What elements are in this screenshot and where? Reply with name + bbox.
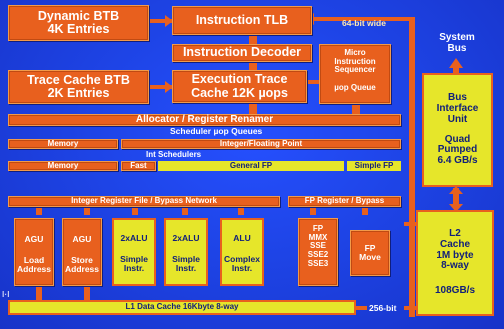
exec-trace-line2: Cache 12K µops [191, 85, 288, 100]
sixty-four-bit-label: 64-bit wide [342, 18, 386, 28]
l1-label: L1 Data Cache 16Kbyte 8-way [125, 302, 239, 312]
fp-mmx-line3: SSE [309, 241, 326, 251]
bus-interface-unit-box [422, 73, 493, 187]
trace-cache-btb-line1: Trace Cache BTB [27, 72, 130, 87]
lane-alu1 [132, 206, 138, 215]
alu2-line2: Instr. [175, 263, 197, 274]
int-fp-queue-bar [121, 139, 401, 149]
trace-cache-btb-line2: 2K Entries [47, 86, 110, 100]
execution-trace-cache-box [172, 70, 307, 103]
l2-line4: 8-way [441, 260, 469, 272]
system-bus-label [428, 30, 486, 58]
alu2-line1: Simple [172, 254, 200, 265]
alu-complex-unit [220, 218, 264, 286]
fp-regfile-label: FP Register / Bypass [304, 196, 385, 206]
agu2-to-l1 [84, 286, 90, 300]
microseq-line1: Micro [344, 48, 366, 57]
fast-scheduler-bar [121, 161, 156, 171]
uop-queue-small-label: µop Queue [334, 82, 376, 92]
biu-line2: Interface [436, 102, 479, 114]
alu1-line1: Simple [120, 254, 148, 265]
instruction-decoder-label: Instruction Decoder [182, 45, 302, 60]
system-bus-line2: Bus [447, 43, 467, 54]
fp-mmx-line4: SSE2 [307, 249, 329, 259]
int-fp-queue-label: Integer/Floating Point [219, 138, 303, 148]
alu3-line2: Instr. [231, 263, 253, 274]
biu-line3: Unit [447, 113, 468, 125]
biu-line1: Bus [448, 92, 467, 104]
agu2-line1: Store [71, 255, 93, 266]
dynamic-btb-box [8, 5, 149, 41]
lane-alu3 [238, 206, 244, 215]
lane-agu2 [84, 206, 90, 215]
alu1-line2: Instr. [123, 263, 145, 274]
general-fp-scheduler-bar [158, 161, 344, 171]
dynamic-btb-line1: Dynamic BTB [37, 8, 120, 23]
agu1-line2: Address [16, 264, 51, 275]
alu1-title: 2xALU [120, 233, 148, 243]
memory-scheduler-label: Memory [47, 160, 79, 170]
simple-fp-scheduler-bar [347, 161, 401, 171]
scheduler-queues-label: Scheduler µop Queues [170, 126, 263, 136]
logo-fragment: l·l [2, 289, 10, 299]
agu-store-address-unit [62, 218, 102, 286]
sixtyfour-right-vertical [409, 17, 415, 317]
alu3-line1: Complex [224, 254, 260, 265]
lane-fp1 [310, 206, 316, 215]
biu-line5: Pumped [437, 144, 478, 156]
lane-alu2 [182, 206, 188, 215]
dynamic-btb-line2: 4K Entries [47, 22, 110, 36]
fp-move-line2: Move [359, 252, 381, 262]
agu1-title: AGU [24, 234, 44, 244]
l2-cache-box [416, 210, 494, 316]
instruction-decoder-box [172, 44, 312, 62]
agu1-to-l1 [36, 286, 42, 300]
microcode-sequencer-box [319, 44, 391, 104]
agu2-title: AGU [72, 234, 92, 244]
l2-to-regfile-connector [404, 222, 416, 226]
l2-line1: L2 [449, 228, 461, 239]
fast-scheduler-label: Fast [130, 160, 147, 170]
l2-line2: Cache [439, 238, 470, 250]
lane-fp2 [362, 206, 368, 215]
int-schedulers-label: Int Schedulers [146, 150, 202, 159]
memory-scheduler-bar [8, 161, 118, 171]
fp-move-line1: FP [364, 242, 376, 253]
microseq-down-connector [352, 104, 360, 114]
general-fp-label: General FP [229, 160, 273, 170]
trace-cache-btb-box [8, 70, 149, 104]
l1-to-256-connector [355, 306, 367, 310]
fp-move-unit [350, 230, 390, 276]
biu-line6: 6.4 GB/s [437, 155, 478, 167]
tlb-down-connector [249, 34, 257, 44]
fp-mmx-line1: FP [312, 224, 324, 233]
instruction-tlb-label: Instruction TLB [195, 12, 289, 27]
system-bus-line1: System [439, 32, 475, 44]
alu3-title: ALU [233, 233, 251, 243]
fp-mmx-line2: MMX [308, 232, 328, 242]
simple-fp-label: Simple FP [354, 160, 394, 170]
alu2-title: 2xALU [172, 233, 200, 243]
integer-regfile-label: Integer Register File / Bypass Network [71, 196, 217, 206]
fp-register-file-bar [288, 196, 401, 207]
l2-line3: 1M byte [436, 249, 474, 261]
lane-agu1 [36, 206, 42, 215]
instruction-tlb-box [172, 6, 312, 35]
exec-trace-line1: Execution Trace [191, 72, 288, 86]
alu-simple-unit-2 [164, 218, 208, 286]
two-fifty-six-bit-label: 256-bit [369, 303, 397, 313]
alu-simple-unit-1 [112, 218, 156, 286]
biu-l2-arrowhead-up [449, 186, 463, 194]
microseq-line2: Instruction [334, 56, 376, 66]
l2-line5: 108GB/s [434, 285, 476, 297]
agu-load-address-unit [14, 218, 54, 286]
trace-to-microseq-connector [307, 80, 319, 84]
microseq-line3: Sequencer [334, 65, 376, 75]
trace-down-connector [249, 102, 257, 114]
memory-queue-bar [8, 139, 118, 149]
l1-data-cache-bar [8, 300, 356, 315]
fp-mmx-line5: SSE3 [307, 258, 329, 268]
memory-queue-label: Memory [47, 138, 79, 148]
integer-register-file-bar [8, 196, 280, 207]
agu1-line1: Load [23, 255, 45, 266]
agu2-line2: Address [64, 264, 99, 275]
fp-mmx-sse-unit [298, 218, 338, 286]
allocator-renamer-bar [8, 114, 401, 126]
biu-line4: Quad [444, 133, 471, 145]
allocator-label: Allocator / Register Renamer [135, 113, 274, 125]
